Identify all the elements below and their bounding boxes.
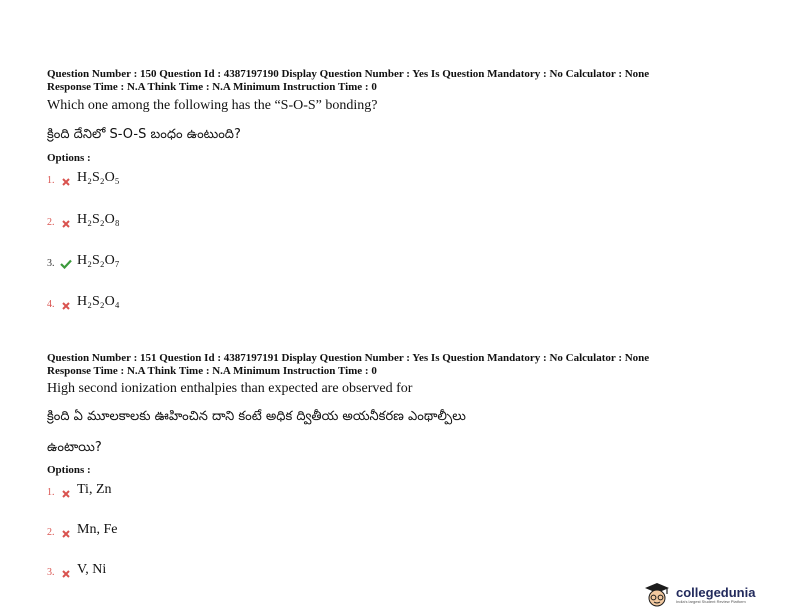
q151-option-2: [47, 522, 117, 538]
option-text: H₂S₂O₇: [77, 253, 120, 268]
q150-option-2: [47, 212, 120, 228]
cross-icon: [59, 302, 73, 310]
graduate-mascot-icon: [641, 582, 673, 608]
checkmark-icon: [59, 259, 73, 269]
option-number: 2.: [47, 217, 55, 228]
option-text: V, Ni: [77, 562, 107, 577]
cross-icon: [59, 220, 73, 228]
q150-question-telugu: క్రింది దేనిలో S-O-S బంధం ఉంటుంది?: [47, 127, 241, 142]
option-number: 1.: [47, 487, 55, 498]
q151-option-3: [47, 562, 106, 578]
q150-meta-line1: Question Number : 150 Question Id : 4387197190 Display Question Number : Yes Is Question Mandatory : No Calculator : None: [47, 68, 650, 80]
option-number: 1.: [47, 175, 55, 186]
option-text: Ti, Zn: [77, 482, 112, 497]
option-text: H₂S₂O₅: [77, 170, 120, 185]
q151-options-label: Options :: [47, 464, 91, 476]
q150-options-label: Options :: [47, 152, 91, 164]
collegedunia-logo: [641, 582, 755, 608]
q151-question-telugu-line2: ఉంటాయి?: [47, 440, 102, 455]
option-text: H₂S₂O₄: [77, 294, 120, 309]
q151-meta-line1: Question Number : 151 Question Id : 4387197191 Display Question Number : Yes Is Question Mandatory : No Calculator : None: [47, 352, 650, 364]
cross-icon: [59, 570, 73, 578]
q151-question-telugu-line1: క్రింది ఏ మూలకాలకు ఊహించిన దాని కంటే అధిక ద్వితీయ అయనీకరణ ఎంథాల్పీలు: [47, 409, 466, 424]
option-number: 3.: [47, 567, 55, 578]
q150-meta-line2: Response Time : N.A Think Time : N.A Minimum Instruction Time : 0: [47, 81, 377, 93]
logo-wordmark: collegedunia: [676, 585, 756, 600]
cross-icon: [59, 490, 73, 498]
q151-meta-line2: Response Time : N.A Think Time : N.A Minimum Instruction Time : 0: [47, 365, 377, 377]
q151-question-english: High second ionization enthalpies than expected are observed for: [47, 381, 413, 396]
q150-option-3: [47, 253, 120, 269]
cross-icon: [59, 530, 73, 538]
option-number: 3.: [47, 258, 55, 269]
q150-option-1: [47, 170, 120, 186]
q150-question-english: Which one among the following has the “S-O-S” bonding?: [47, 98, 378, 113]
option-text: Mn, Fe: [77, 522, 118, 537]
logo-tagline: India's largest Student Review Platform: [676, 599, 746, 604]
q151-option-1: [47, 482, 112, 498]
q150-option-4: [47, 294, 120, 310]
option-number: 2.: [47, 527, 55, 538]
cross-icon: [59, 178, 73, 186]
option-number: 4.: [47, 299, 55, 310]
option-text: H₂S₂O₈: [77, 212, 120, 227]
